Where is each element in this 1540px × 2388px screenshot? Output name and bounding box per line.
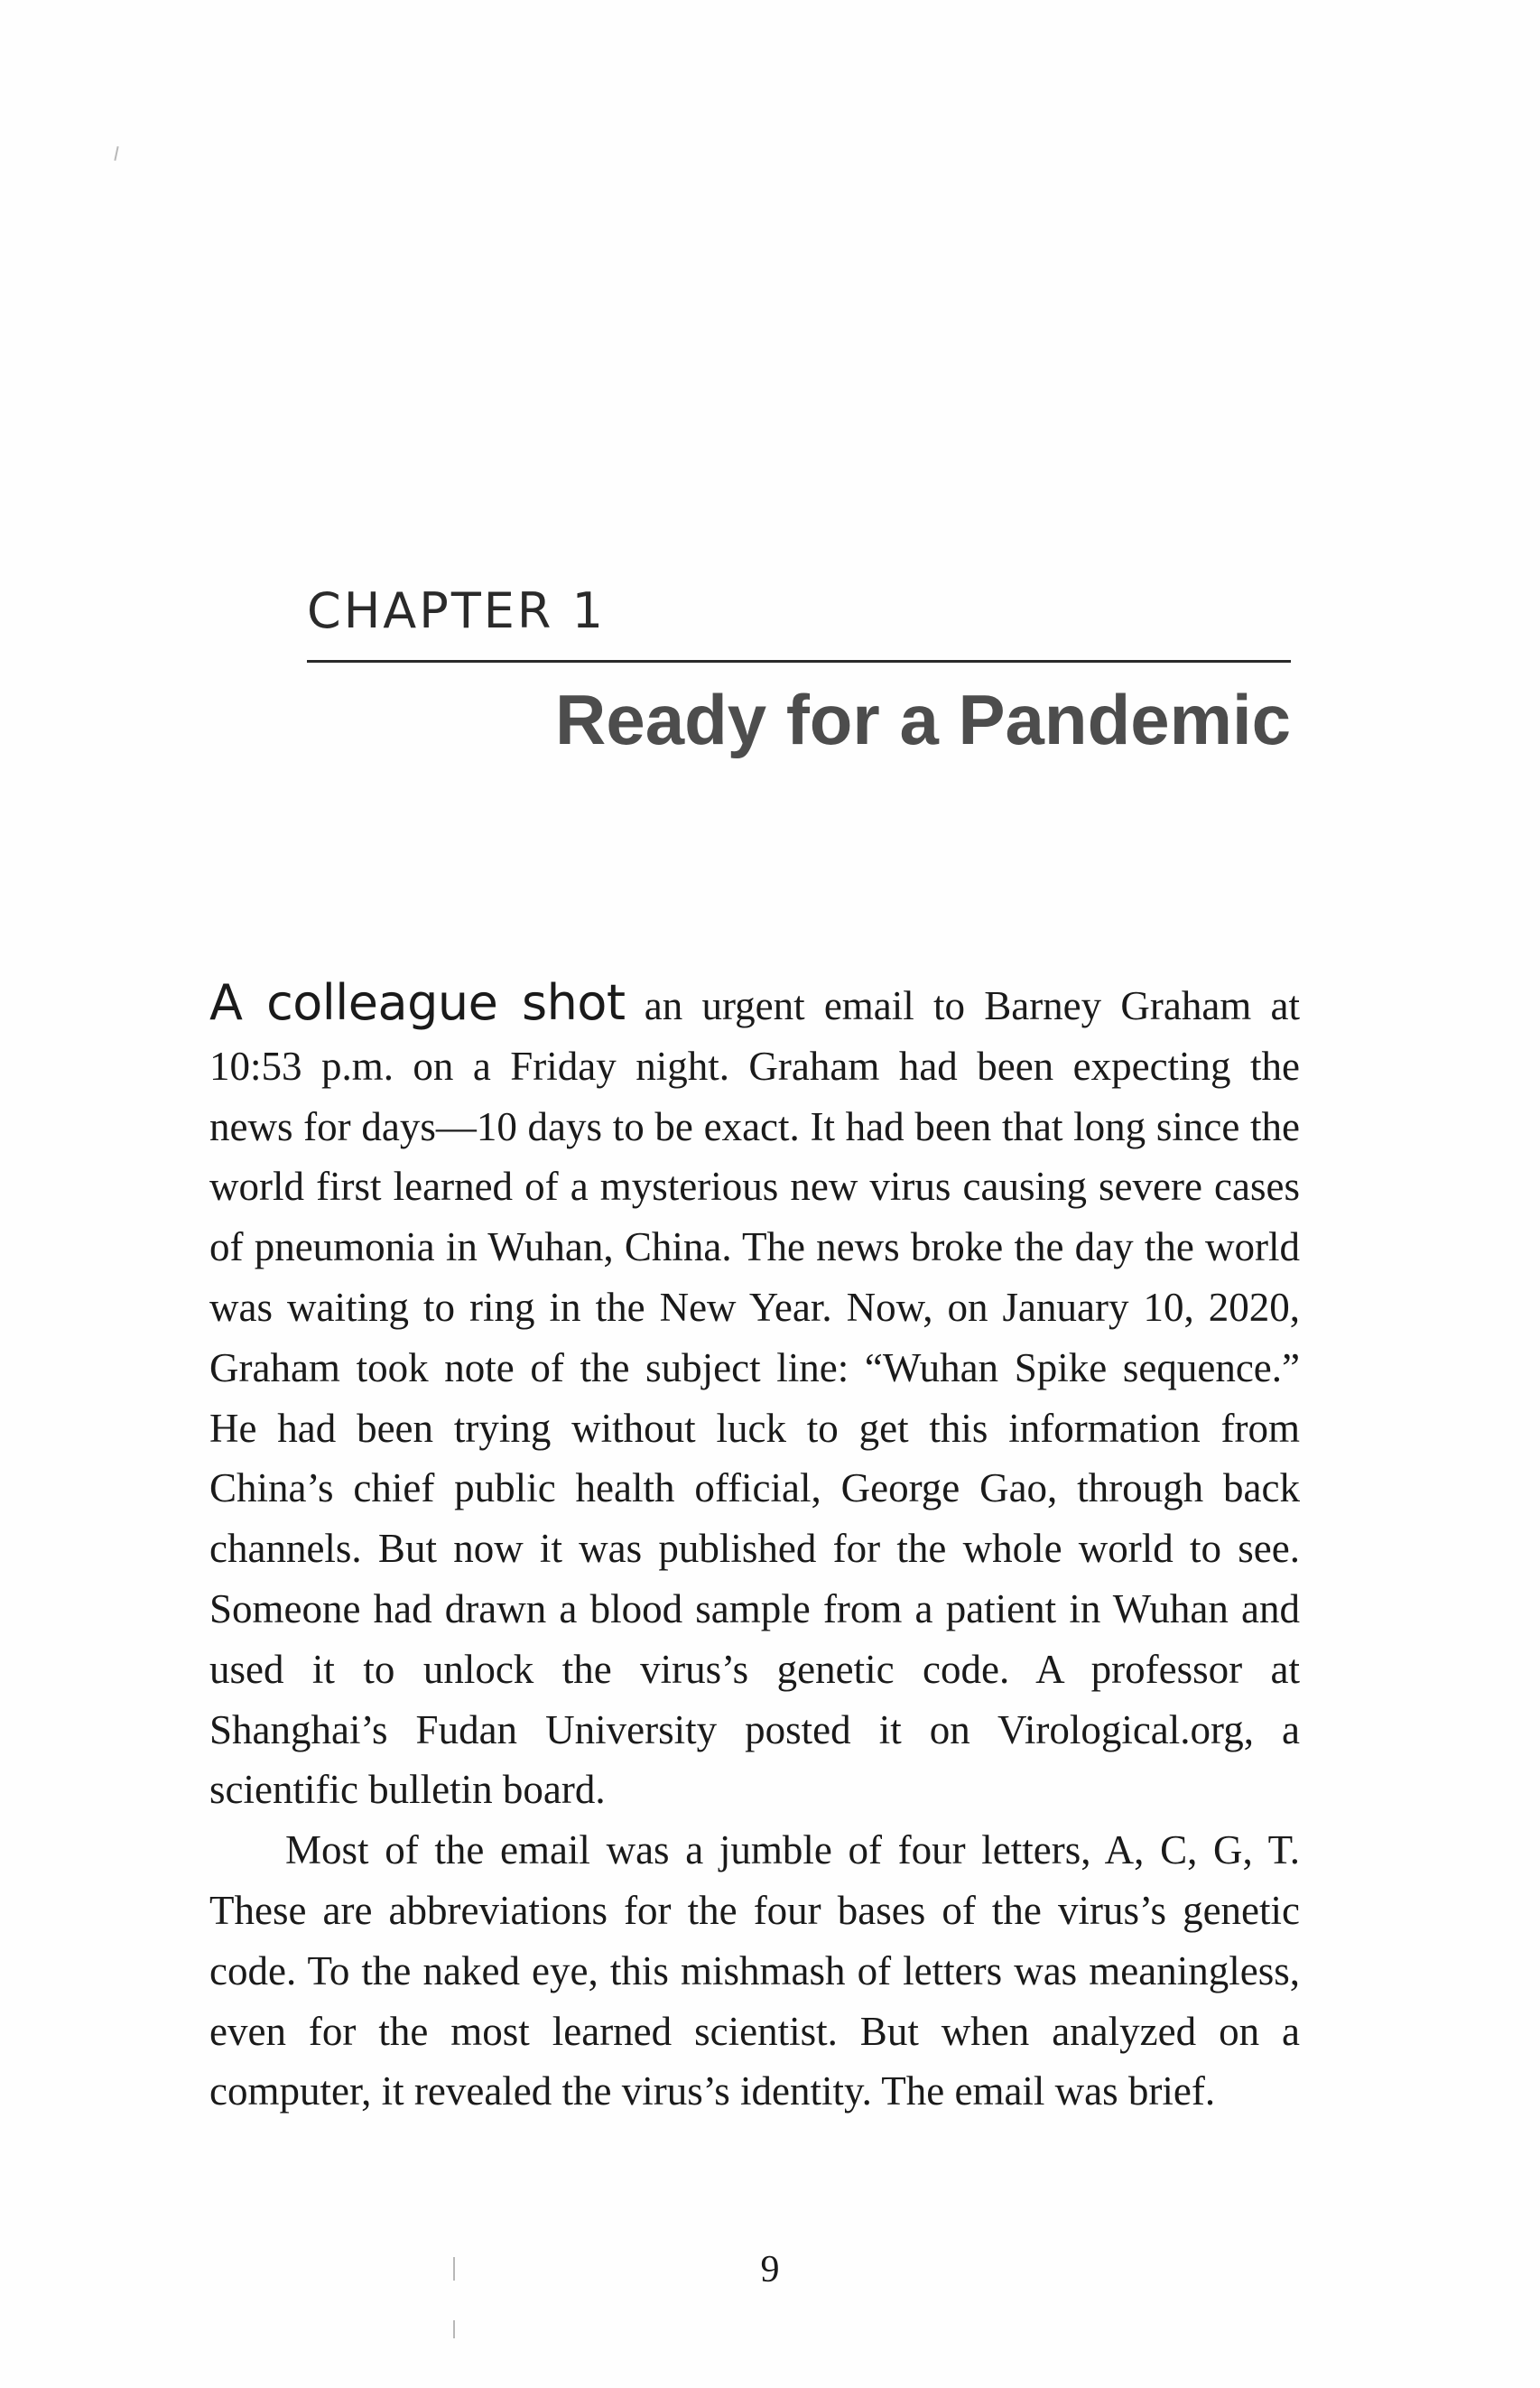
paragraph-1-text: an urgent email to Barney Graham at 10:53 p.m. on a Friday night. Graham had been expecting the news for days—10 days to be exact. It had been that long since the world first learned of a mysterious new virus causing severe cases of pneumonia in Wuhan, China. The news broke the day the world was waiting to ring in the New Year. Now, on January 10, 2020, Graham took note of the subject line: “Wuhan Spike sequence.” He had been trying without luck to get this information from China’s chief public health official, George Gao, through back channels. But now it was published for the whole world to see. Someone had drawn a blood sample from a patient in Wuhan and used it to unlock the virus’s genetic code. A professor at Shanghai’s Fudan University posted it on Virological.org, a scientific bulletin board. bbox=[209, 983, 1300, 1813]
paragraph-lead-in: A colleague shot bbox=[209, 974, 626, 1031]
stray-mark bbox=[453, 2320, 455, 2338]
chapter-label: CHAPTER 1 bbox=[307, 582, 606, 639]
body-text bbox=[209, 973, 1300, 2122]
page-number: 9 bbox=[760, 2249, 780, 2290]
chapter-rule bbox=[307, 660, 1291, 663]
stray-mark bbox=[114, 146, 118, 161]
paragraph-1 bbox=[209, 973, 1300, 1820]
chapter-title: Ready for a Pandemic bbox=[555, 680, 1291, 759]
paragraph-2: Most of the email was a jumble of four letters, A, C, G, T. These are abbreviations for the four bases of the virus’s genetic code. To the naked eye, this mishmash of letters was meaningless, even for the most learned scientist. But when analyzed on a computer, it revealed the virus’s identity. The email was brief. bbox=[209, 1827, 1300, 2114]
